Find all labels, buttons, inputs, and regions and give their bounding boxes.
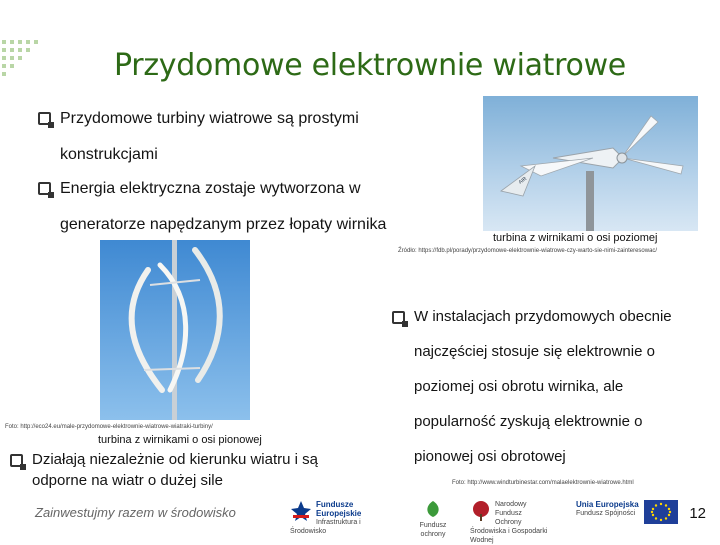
bullet-independence [10, 449, 370, 491]
bullet-text: W instalacjach przydomowych obecnie [414, 308, 672, 325]
logo-fundusze-europejskie [290, 500, 390, 536]
vertical-turbine-photo [100, 240, 250, 420]
bullet-installations [392, 301, 714, 473]
bullet-generator [38, 172, 458, 241]
svg-text:AIR: AIR [517, 175, 528, 186]
bullet-text: Przydomowe turbiny wiatrowe są prostymi [60, 110, 359, 127]
bullet-text: poziomej osi obrotu wirnika, ale [414, 378, 624, 395]
bullet-text: Działają niezależnie od kierunku wiatru i są [32, 451, 318, 468]
source-windturbinestar: Foto: http://www.windturbinestar.com/malaelektrownie-wiatrowe.html [452, 480, 634, 486]
page-number: 12 [689, 505, 706, 522]
logo-fe-title: Fundusze Europejskie [316, 500, 362, 518]
bullet-simple-construction [38, 102, 438, 171]
bullet-text: najczęściej stosuje się elektrownie o [414, 343, 655, 360]
source-vertical-turbine: Foto: http://eco24.eu/male-przydomowe-elektrownie-wiatrowe-wiatraki-turbiny/ [5, 424, 213, 430]
checkbox-bullet-icon [38, 112, 51, 125]
logo-ue-subtitle: Fundusz Spójności [576, 510, 636, 517]
logo-ue-title: Unia Europejska [576, 500, 639, 509]
logo-fe-subtitle: Infrastruktura i Środowisko [290, 519, 361, 535]
caption-vertical-turbine: turbina z wirnikami o osi pionowej [98, 434, 262, 446]
logo-2-text: Fundusz ochrony [419, 522, 447, 538]
bullet-text: popularność zyskują elektrownie o [414, 413, 643, 430]
horizontal-turbine-photo [483, 96, 698, 231]
eu-flag-icon [644, 500, 678, 524]
tree-icon [470, 500, 492, 522]
bullet-text: pionowej osi obrotowej [414, 448, 566, 465]
checkbox-bullet-icon [392, 311, 405, 324]
fundusze-star-icon [290, 500, 312, 522]
bullet-text: Energia elektryczna zostaje wytworzona w [60, 180, 361, 197]
caption-horizontal-turbine: turbina z wirnikami o osi poziomej [493, 232, 658, 244]
bullet-text: konstrukcjami [60, 146, 158, 163]
bullet-text: odporne na wiatr o dużej sile [32, 472, 223, 489]
logo-fundusz-ochrony [410, 500, 456, 539]
green-leaf-icon [423, 500, 443, 518]
bullet-text: generatorze napędzanym przez łopaty wirnika [60, 216, 387, 233]
checkbox-bullet-icon [10, 454, 23, 467]
page-title: Przydomowe elektrownie wiatrowe [114, 48, 626, 83]
checkbox-bullet-icon [38, 182, 51, 195]
footer-slogan: Zainwestujmy razem w środowisko [35, 505, 236, 520]
source-horizontal-turbine: Źródło: https://fdb.pl/porady/przydomowe-elektrownie-wiatrowe-czy-warto-sie-nimi-zainteresowac/ [398, 248, 658, 254]
logo-3-text: Narodowy Fundusz Ochrony Środowiska i Gospodarki Wodnej [470, 501, 548, 544]
logo-nfosigw [470, 500, 550, 545]
logo-unia-europejska [576, 500, 686, 524]
